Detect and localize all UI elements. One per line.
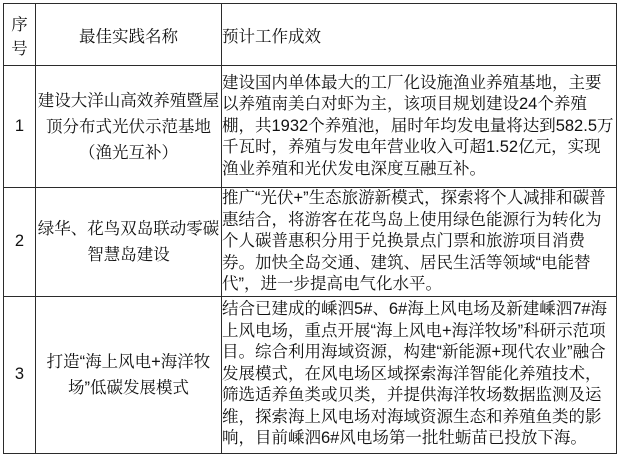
column-header-practice-name: 最佳实践名称 xyxy=(36,4,222,66)
row-index-cell: 3 xyxy=(4,296,36,453)
expected-effect-cell: 结合已建成的嵊泗5#、6#海上风电场及新建嵊泗7#海上风电场，重点开展“海上风电+海洋牧场”科研示范项目。综合利用海域资源，构建“新能源+现代农业”融合发展模式，在风电场区域探索海洋智能化养殖技术，筛选适养鱼类或贝类，并提供海洋牧场数据监测及运维，探索海上风电场对海域资源生态和养殖鱼类的影响，目前嵊泗6#风电场第一批牡蛎苗已投放下海。 xyxy=(222,296,617,453)
table-header-row xyxy=(4,4,617,66)
table-row xyxy=(4,66,617,188)
practice-name-cell: 绿华、花鸟双岛联动零碳智慧岛建设 xyxy=(36,188,222,297)
expected-effect-cell: 推广“光伏+”生态旅游新模式，探索将个人减排和碳普惠结合，将游客在花鸟岛上使用绿色能源行为转化为个人碳普惠积分用于兑换景点门票和旅游项目消费券。加快全岛交通、建筑、居民生活等领域“电能替代”，进一步提高电气化水平。 xyxy=(222,188,617,297)
column-header-expected-effect: 预计工作成效 xyxy=(222,4,617,66)
row-index-cell: 2 xyxy=(4,188,36,297)
practice-name-cell: 建设大洋山高效养殖暨屋顶分布式光伏示范基地（渔光互补） xyxy=(36,66,222,188)
practice-name-cell: 打造“海上风电+海洋牧场”低碳发展模式 xyxy=(36,296,222,453)
document-page xyxy=(0,3,619,461)
expected-effect-cell: 建设国内单体最大的工厂化设施渔业养殖基地，主要以养殖南美白对虾为主，该项目规划建设24个养殖棚，共1932个养殖池，届时年均发电量将达到582.5万千瓦时，养殖与发电年营业收入可超1.52亿元，实现渔业养殖和光伏发电深度互融互补。 xyxy=(222,66,617,188)
table-row xyxy=(4,188,617,297)
column-header-index: 序号 xyxy=(4,4,36,66)
table-row xyxy=(4,296,617,453)
row-index-cell: 1 xyxy=(4,66,36,188)
best-practices-table xyxy=(3,3,617,454)
